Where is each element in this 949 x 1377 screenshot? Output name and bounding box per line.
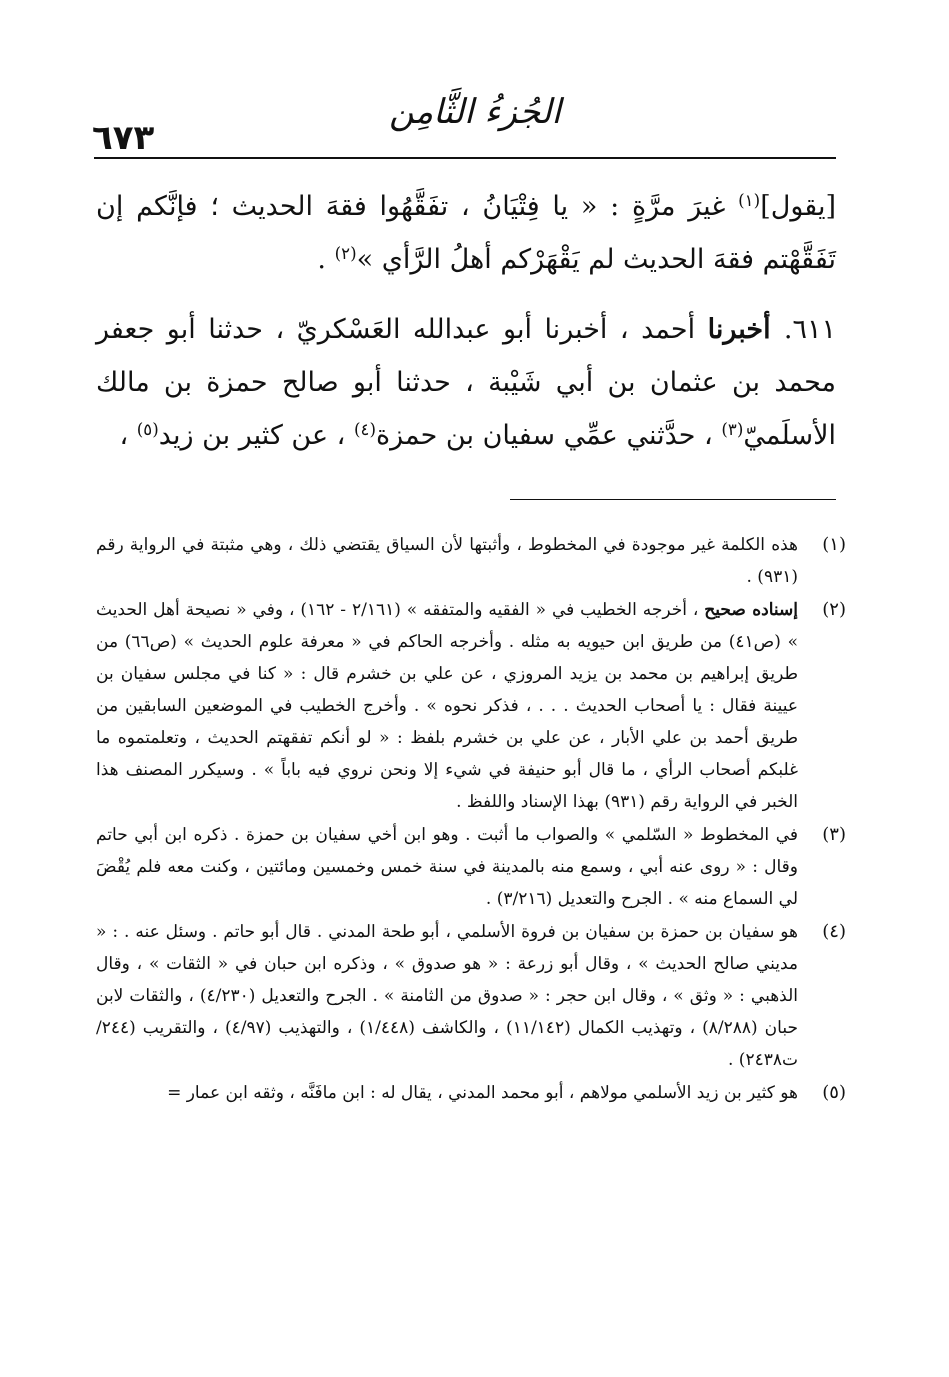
footnote-mark: (٥) (822, 1082, 846, 1103)
text-segment: أحمد ، أخبرنا أبو عبدالله العَسْكريّ ، حدثنا أبو جعفر محمد بن عثمان بن أبي شَيْبة ، حدثنا أبو صالح حمزة بن مالك الأسلَميّ (96, 314, 836, 451)
main-text (96, 180, 836, 462)
footnote-ref[interactable]: (٣) (721, 418, 744, 439)
footnote-mark: (٢) (822, 599, 846, 620)
footnote-1 (96, 529, 846, 593)
footnote-mark: (٣) (822, 824, 846, 845)
text-segment: ، عن كثير بن زيد (158, 420, 354, 451)
footnote-ref[interactable]: (٥) (136, 418, 159, 439)
footnote-text: هو كثير بن زيد الأسلمي مولاهم ، أبو محمد المدني ، يقال له : ابن مافَنَّه ، وثقه ابن عمار = (167, 1083, 798, 1103)
footnote-mark: (٤) (822, 921, 846, 942)
footnote-ref[interactable]: (٢) (334, 242, 357, 263)
footnote-text: ، أخرجه الخطيب في « الفقيه والمتفقه » (٢/١٦١ - ١٦٢) ، وفي « نصيحة أهل الحديث » (ص٤١) من طريق ابن حيويه به مثله . وأخرجه الحاكم في « معرفة علوم الحديث » (ص٦٦) من طريق إبراهيم بن محمد بن يزيد المروزي ، عن علي بن خشرم قال : « كنا في مجلس سفيان بن عيينة فقال : يا أصحاب الحديث . . . ، فذكر نحوه » . وأخرج الخطيب في الموضعين السابقين من طريق أحمد بن علي الأبار ، عن علي بن خشرم بلفظ : « لو أنكم تفقهتم الحديث ، وتعلمتموه ما غلبكم أصحاب الرأي ، ما قال أبو حنيفة في شيء إلا ونحن نروي فيه باباً » . وسيكرر المصنف هذا الخبر في الرواية رقم (٩٣١) بهذا الإسناد واللفظ . (96, 600, 798, 812)
footnote-ref[interactable]: (١) (738, 189, 761, 210)
footnote-ref[interactable]: (٤) (353, 418, 376, 439)
footnote-mark: (١) (822, 534, 846, 555)
footnote-text: هو سفيان بن حمزة بن سفيان بن فروة الأسلمي ، أبو طحة المدني . قال أبو حاتم . وسئل عنه . : « مديني صالح الحديث » ، وقال أبو زرعة : « هو صدوق » ، وذكره ابن حبان في « الثقات » ، وقال الذهبي : « وثق » ، وقال ابن حجر : « صدوق من الثامنة » . الجرح والتعديل (٤/٢٣٠) ، والثقات لابن حبان (٨/٢٨٨) ، وتهذيب الكمال (١١/١٤٢) ، والكاشف (١/٤٤٨) ، والتهذيب (٤/٩٧) ، والتقريب (٢٤٤/ت٢٤٣٨) . (96, 922, 798, 1070)
text-segment: غيرَ مرَّةٍ : « يا فِتْيَانُ ، تفَقَّهُوا فقهَ الحديث ؛ فإنَّكم إن تَفَقَّهْتم فقهَ الحديث لم يَقْهَرْكم أهلُ الرَّأي » (96, 191, 836, 275)
footnote-4 (96, 916, 846, 1076)
footnote-text: في المخطوط « السّلمي » والصواب ما أثبت . وهو ابن أخي سفيان بن حمزة . ذكره ابن أبي حاتم وقال : « روى عنه أبي ، وسمع منه بالمدينة في سنة خمس وخمسين ومائتين ، وكنت معه فلم يُقْضَ لي السماع منه » . الجرح والتعديل (٣/٢١٦) . (96, 825, 798, 909)
page-number: ٦٧٣ (92, 118, 155, 158)
footnote-5 (96, 1077, 846, 1109)
text-segment: ، (119, 420, 137, 451)
hadith-number: ٦١١. (783, 314, 836, 345)
footnotes (96, 529, 846, 1109)
footnote-3 (96, 819, 846, 915)
header-divider (94, 157, 836, 159)
footnotes-divider (510, 499, 836, 500)
hadith-lead-word: أخبرنا (707, 314, 784, 345)
text-segment: . (317, 244, 335, 275)
paragraph-1 (96, 180, 836, 286)
footnote-text: هذه الكلمة غير موجودة في المخطوط ، وأثبتها لأن السياق يقتضي ذلك ، وهي مثبتة في الرواية رقم (٩٣١) . (96, 535, 798, 587)
footnote-2 (96, 594, 846, 818)
text-segment: ، حدَّثني عمِّي سفيان بن حمزة (376, 420, 722, 451)
part-title: الجُزءُ الثَّامِن (389, 92, 561, 132)
footnote-bold-lead: إسناده صحيح (704, 600, 798, 620)
hadith-611 (96, 303, 836, 462)
text-segment: [يقول] (760, 191, 836, 222)
